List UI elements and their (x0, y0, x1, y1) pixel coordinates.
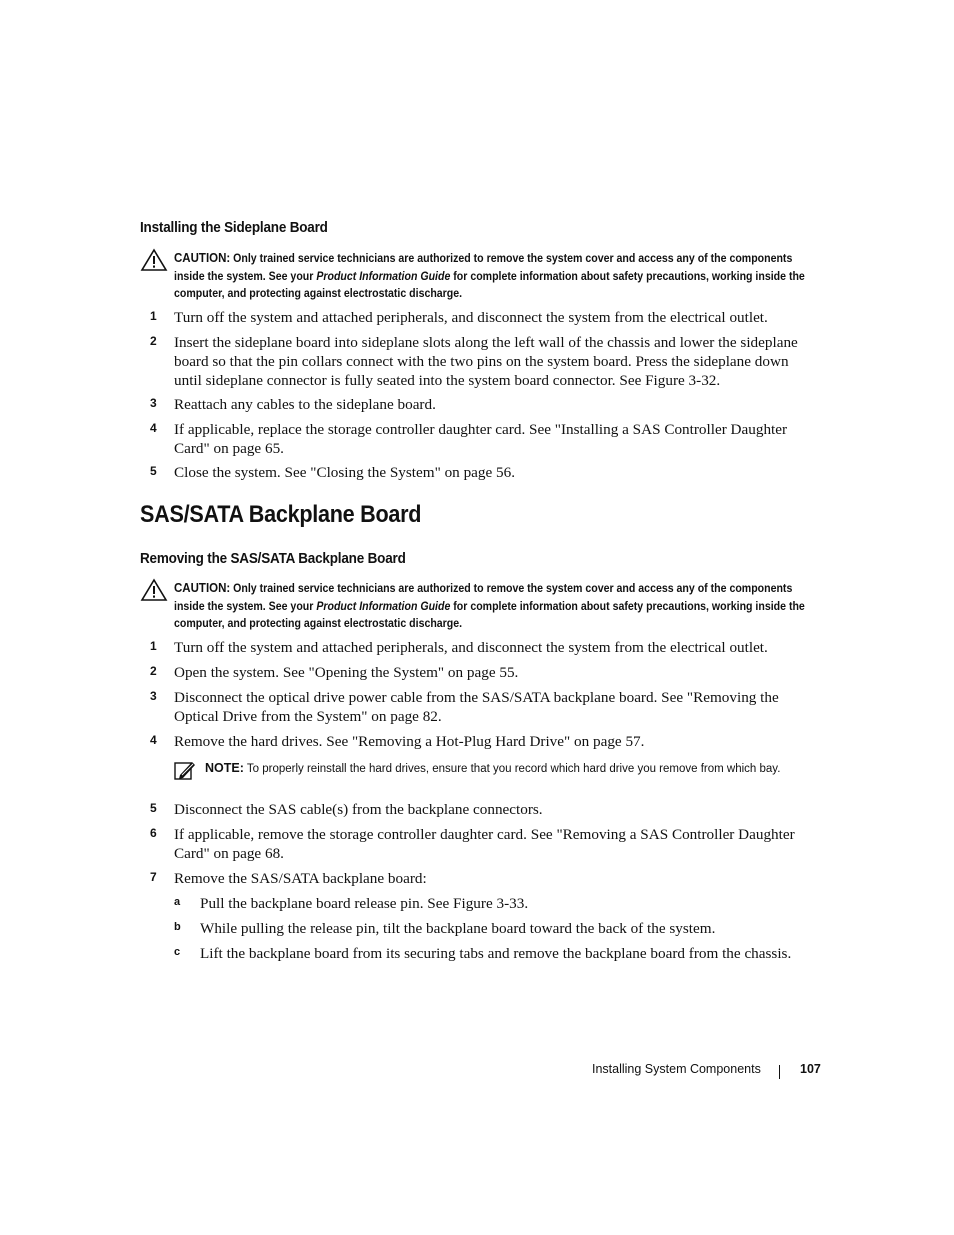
caution-block (140, 580, 820, 634)
note-text: To properly reinstall the hard drives, ensure that you record which hard drive you remove from which bay. (246, 763, 781, 775)
page-footer (592, 1062, 821, 1076)
substep-text: Pull the backplane board release pin. See Figure 3-33. (200, 895, 529, 912)
step-number: 1 (150, 309, 157, 323)
step-number: 4 (150, 733, 157, 747)
caution-text-end: for complete information about safety precautions, working inside the computer, and protecting against electrostatic discharge. (174, 270, 805, 300)
pencil-note-icon (174, 759, 196, 781)
step-text: Disconnect the SAS cable(s) from the backplane connectors. (174, 801, 543, 818)
step-number: 4 (150, 421, 157, 435)
substep-text: Lift the backplane board from its securing tabs and remove the backplane board from the chassis. (200, 945, 792, 962)
step-number: 3 (150, 396, 157, 410)
step-number: 2 (150, 664, 157, 678)
list-item (150, 420, 820, 458)
footer-chapter: Installing System Components (592, 1062, 761, 1076)
list-item (174, 919, 824, 938)
list-item (174, 894, 824, 913)
list-item (174, 944, 824, 963)
caution-text-end: for complete information about safety precautions, working inside the computer, and protecting against electrostatic discharge. (174, 600, 805, 630)
caution-label: CAUTION: (174, 581, 231, 595)
step-number: 1 (150, 639, 157, 653)
list-item (150, 800, 820, 819)
list-item (150, 869, 820, 888)
note-label: NOTE: (205, 761, 244, 775)
substep-letter: a (174, 896, 181, 908)
caution-text: Only trained service technicians are authorized to remove the system cover and access any of the components inside the system. See your (174, 253, 793, 283)
step-text: Close the system. See "Closing the System" on page 56. (174, 464, 516, 481)
caution-warning-icon (140, 578, 168, 602)
list-item (150, 638, 820, 657)
step-text: If applicable, remove the storage controller daughter card. See "Removing a SAS Controller Daughter Card" on page 68. (174, 826, 795, 862)
caution-label: CAUTION: (174, 251, 231, 265)
caution-warning-icon (140, 248, 168, 272)
footer-divider (779, 1065, 780, 1079)
list-item (150, 308, 820, 327)
list-item (150, 663, 820, 682)
list-item (150, 463, 820, 482)
step-number: 7 (150, 870, 157, 884)
step-text: Open the system. See "Opening the System" on page 55. (174, 664, 519, 681)
step-text: Insert the sideplane board into sideplane slots along the left wall of the chassis and lower the sideplane board so that the pin collars connect with the two pins on the system board. Press the sideplane down until sideplane connector is fully seated into the system board connector. See Figure 3-32. (174, 334, 798, 389)
step-text: Remove the hard drives. See "Removing a Hot-Plug Hard Drive" on page 57. (174, 733, 645, 750)
step-text: Turn off the system and attached peripherals, and disconnect the system from the electrical outlet. (174, 309, 768, 326)
step-number: 3 (150, 689, 157, 703)
section-title-backplane: SAS/SATA Backplane Board (140, 501, 422, 528)
list-item (150, 395, 820, 414)
caution-guide-title: Product Information Guide (316, 600, 451, 613)
step-text: Reattach any cables to the sideplane board. (174, 396, 436, 413)
page-number: 107 (800, 1062, 821, 1076)
step-number: 5 (150, 464, 157, 478)
step-text: Remove the SAS/SATA backplane board: (174, 870, 427, 887)
step-number: 5 (150, 801, 157, 815)
section-heading-installing-sideplane: Installing the Sideplane Board (140, 220, 328, 236)
step-text: If applicable, replace the storage controller daughter card. See "Installing a SAS Controller Daughter Card" on page 65. (174, 421, 788, 457)
caution-block (140, 250, 820, 304)
step-number: 6 (150, 826, 157, 840)
list-item (150, 732, 820, 751)
step-text: Disconnect the optical drive power cable from the SAS/SATA backplane board. See "Removing the Optical Drive from the System" on page 82. (174, 689, 779, 725)
note-block (174, 760, 814, 778)
caution-text: Only trained service technicians are authorized to remove the system cover and access any of the components inside the system. See your (174, 583, 793, 613)
substep-letter: c (174, 946, 181, 958)
step-number: 2 (150, 334, 157, 348)
list-item (150, 825, 820, 863)
section-heading-removing-backplane: Removing the SAS/SATA Backplane Board (140, 551, 406, 567)
list-item (150, 688, 820, 726)
substep-letter: b (174, 921, 181, 933)
caution-guide-title: Product Information Guide (316, 270, 451, 283)
step-text: Turn off the system and attached peripherals, and disconnect the system from the electrical outlet. (174, 639, 768, 656)
list-item (150, 333, 820, 390)
substep-text: While pulling the release pin, tilt the backplane board toward the back of the system. (200, 920, 716, 937)
